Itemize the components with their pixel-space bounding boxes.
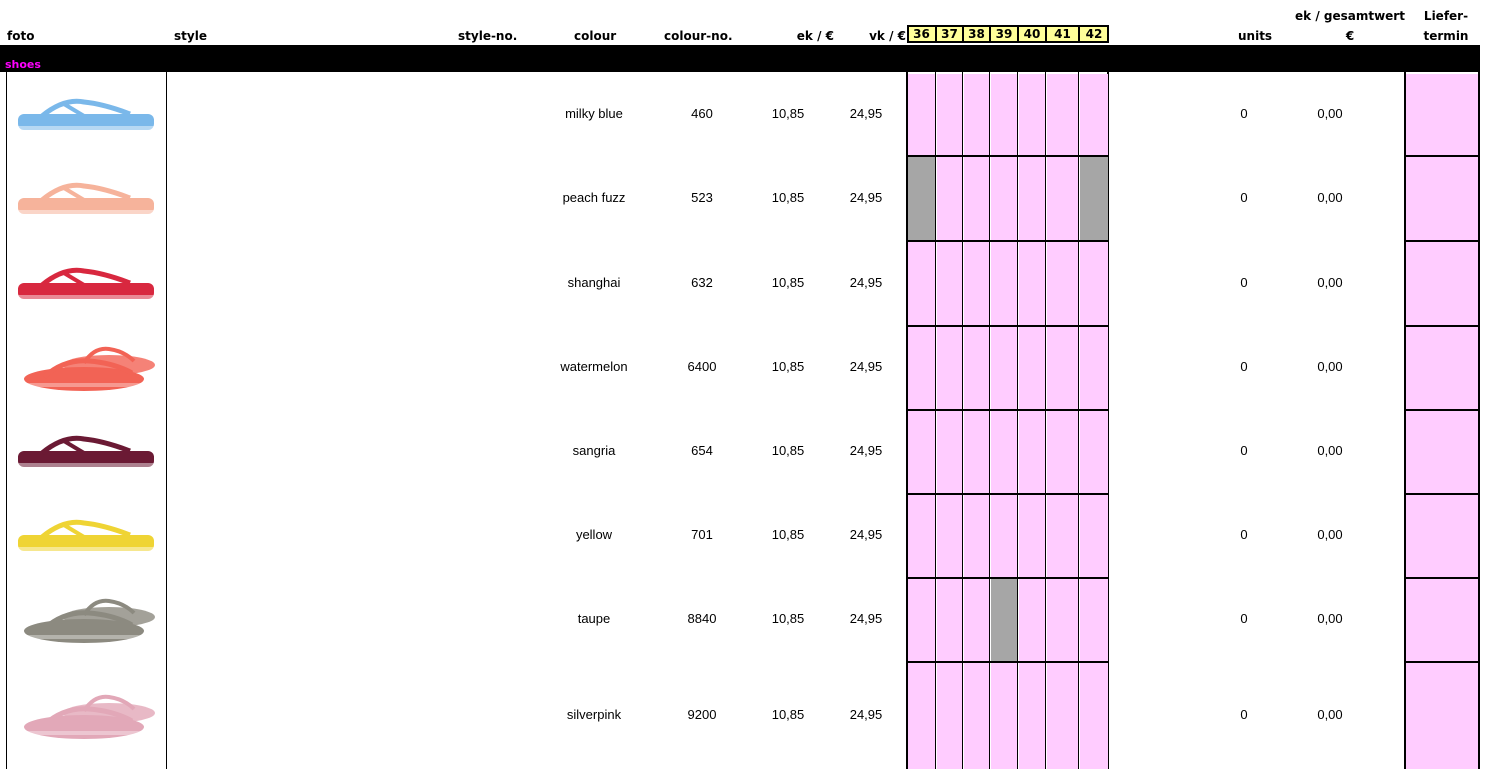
size-cell-37[interactable] — [937, 242, 962, 325]
size-cell-42[interactable] — [1080, 663, 1108, 769]
category-label: shoes — [5, 58, 41, 71]
size-cell-border — [962, 155, 963, 240]
product-photo — [14, 253, 158, 313]
colour-number: 523 — [691, 190, 713, 205]
header-foto: foto — [7, 29, 35, 43]
colour-name: taupe — [577, 611, 611, 626]
size-cell-border — [989, 409, 990, 493]
size-header-37: 37 — [941, 27, 958, 41]
colour-name: sangria — [572, 443, 616, 458]
total-value: 0,00 — [1317, 106, 1343, 121]
size-cell-border — [1045, 661, 1046, 769]
ek-price: 10,85 — [771, 611, 805, 626]
size-cell-border — [935, 325, 936, 409]
colour-name: yellow — [575, 527, 613, 542]
header-ek: ek / € — [796, 29, 834, 43]
colour-name: milky blue — [565, 106, 623, 121]
row-divider-delivery — [1404, 240, 1480, 242]
size-cell-border — [989, 577, 990, 661]
vk-price: 24,95 — [849, 443, 883, 458]
total-value: 0,00 — [1317, 443, 1343, 458]
size-cell-border — [962, 577, 963, 661]
ek-price: 10,85 — [771, 190, 805, 205]
total-value: 0,00 — [1317, 190, 1343, 205]
units-value: 0 — [1240, 611, 1248, 626]
product-photo — [14, 589, 158, 649]
size-cell-40[interactable] — [1019, 157, 1045, 240]
size-header-36: 36 — [913, 27, 930, 41]
size-cell-36[interactable] — [908, 327, 935, 409]
size-cell-38[interactable] — [964, 157, 989, 240]
size-cell-37[interactable] — [937, 579, 962, 661]
size-header-separator — [1078, 25, 1080, 43]
size-cell-41[interactable] — [1047, 663, 1078, 769]
size-cell-41[interactable] — [1047, 495, 1078, 577]
vk-price: 24,95 — [849, 611, 883, 626]
size-cell-37[interactable] — [937, 411, 962, 493]
size-cell-border — [935, 493, 936, 577]
ek-price: 10,85 — [771, 106, 805, 121]
size-cell-border — [935, 577, 936, 661]
header-units: units — [1238, 29, 1273, 43]
units-value: 0 — [1240, 707, 1248, 722]
size-cell-border — [1017, 661, 1018, 769]
delivery-date-cell[interactable] — [1406, 74, 1478, 155]
size-cell-42[interactable] — [1080, 327, 1108, 409]
size-cell-42[interactable] — [1080, 74, 1108, 155]
vk-price: 24,95 — [849, 359, 883, 374]
size-header-separator — [989, 25, 991, 43]
size-cell-40[interactable] — [1019, 327, 1045, 409]
size-cell-42[interactable] — [1080, 495, 1108, 577]
product-photo — [14, 685, 158, 745]
units-value: 0 — [1240, 443, 1248, 458]
delivery-date-cell[interactable] — [1406, 242, 1478, 325]
size-cell-border — [1045, 409, 1046, 493]
size-cell-border — [1017, 72, 1018, 155]
colour-number: 654 — [691, 443, 713, 458]
header-vk: vk / € — [869, 29, 906, 43]
size-cell-border — [1045, 325, 1046, 409]
size-cell-border — [989, 493, 990, 577]
size-cell-40[interactable] — [1019, 74, 1045, 155]
size-cell-border — [1017, 493, 1018, 577]
size-cell-41[interactable] — [1047, 411, 1078, 493]
size-cell-39[interactable] — [991, 411, 1017, 493]
size-cell-36[interactable] — [908, 579, 935, 661]
colour-number: 8840 — [687, 611, 717, 626]
size-cell-border — [989, 155, 990, 240]
size-cell-36[interactable] — [908, 495, 935, 577]
size-cell-38[interactable] — [964, 327, 989, 409]
header-style-no: style-no. — [458, 29, 518, 43]
size-cell-41[interactable] — [1047, 579, 1078, 661]
row-divider-delivery — [1404, 661, 1480, 663]
size-header-separator — [1017, 25, 1019, 43]
delivery-date-cell[interactable] — [1406, 157, 1478, 240]
size-cell-40[interactable] — [1019, 663, 1045, 769]
product-photo — [14, 84, 158, 144]
row-divider-sizes — [906, 493, 1109, 495]
size-cell-37[interactable] — [937, 663, 962, 769]
row-divider-sizes — [906, 661, 1109, 663]
category-band — [0, 45, 1480, 72]
header-gesamtwert-line2: € — [1345, 29, 1355, 43]
size-cell-border — [1078, 72, 1079, 155]
size-cell-border — [962, 240, 963, 325]
size-cell-border — [1017, 325, 1018, 409]
size-header-42: 42 — [1085, 27, 1103, 41]
size-cell-42[interactable] — [1080, 411, 1108, 493]
size-cell-border — [1078, 409, 1079, 493]
size-cell-41[interactable] — [1047, 74, 1078, 155]
header-style: style — [174, 29, 207, 43]
size-cell-border — [935, 72, 936, 155]
size-cell-border — [1045, 577, 1046, 661]
size-cell-border — [935, 409, 936, 493]
total-value: 0,00 — [1317, 611, 1343, 626]
size-cell-border — [1078, 325, 1079, 409]
size-cell-border — [1045, 240, 1046, 325]
vk-price: 24,95 — [849, 106, 883, 121]
colour-name: shanghai — [567, 275, 621, 290]
size-cell-37[interactable] — [937, 495, 962, 577]
row-divider-delivery — [1404, 409, 1480, 411]
header-colour-no: colour-no. — [664, 29, 733, 43]
row-divider-sizes — [906, 409, 1109, 411]
total-value: 0,00 — [1317, 359, 1343, 374]
size-cell-border — [989, 72, 990, 155]
size-cell-40[interactable] — [1019, 411, 1045, 493]
size-cell-36[interactable] — [908, 242, 935, 325]
colour-number: 460 — [691, 106, 713, 121]
size-cell-38[interactable] — [964, 411, 989, 493]
ek-price: 10,85 — [771, 275, 805, 290]
size-cell-38[interactable] — [964, 579, 989, 661]
size-header-39: 39 — [995, 27, 1013, 41]
size-cell-border — [1045, 72, 1046, 155]
product-photo — [14, 337, 158, 397]
size-cell-41[interactable] — [1047, 327, 1078, 409]
colour-name: watermelon — [560, 359, 628, 374]
size-cell-39[interactable] — [991, 495, 1017, 577]
delivery-right-border — [1478, 72, 1480, 769]
header-colour: colour — [574, 29, 617, 43]
size-cell-border — [1078, 155, 1079, 240]
size-cell-36[interactable] — [908, 663, 935, 769]
foto-right-border — [166, 72, 167, 769]
vk-price: 24,95 — [849, 190, 883, 205]
vk-price: 24,95 — [849, 275, 883, 290]
units-value: 0 — [1240, 527, 1248, 542]
delivery-date-cell[interactable] — [1406, 327, 1478, 409]
size-cell-40[interactable] — [1019, 579, 1045, 661]
size-cell-border — [935, 155, 936, 240]
units-value: 0 — [1240, 190, 1248, 205]
size-cell-39[interactable] — [991, 327, 1017, 409]
size-cell-border — [1017, 409, 1018, 493]
total-value: 0,00 — [1317, 707, 1343, 722]
ek-price: 10,85 — [771, 707, 805, 722]
size-header-separator — [962, 25, 964, 43]
ek-price: 10,85 — [771, 359, 805, 374]
foto-left-border — [6, 72, 7, 769]
size-cell-border — [1017, 577, 1018, 661]
size-cell-unavailable — [908, 157, 935, 240]
header-gesamtwert-line1: ek / gesamtwert — [1295, 9, 1405, 23]
size-cell-39[interactable] — [991, 242, 1017, 325]
size-cell-42[interactable] — [1080, 579, 1108, 661]
header-liefer-line2: termin — [1423, 29, 1469, 43]
colour-number: 701 — [691, 527, 713, 542]
size-cell-40[interactable] — [1019, 242, 1045, 325]
size-cell-40[interactable] — [1019, 495, 1045, 577]
size-cell-36[interactable] — [908, 411, 935, 493]
units-value: 0 — [1240, 275, 1248, 290]
colour-number: 632 — [691, 275, 713, 290]
row-divider-sizes — [906, 577, 1109, 579]
header-liefer-line1: Liefer- — [1423, 9, 1469, 23]
size-cell-border — [989, 325, 990, 409]
size-cell-38[interactable] — [964, 242, 989, 325]
vk-price: 24,95 — [849, 527, 883, 542]
size-cell-39[interactable] — [991, 663, 1017, 769]
size-cell-38[interactable] — [964, 74, 989, 155]
delivery-date-cell[interactable] — [1406, 579, 1478, 661]
size-cell-41[interactable] — [1047, 157, 1078, 240]
colour-number: 6400 — [687, 359, 717, 374]
colour-name: peach fuzz — [562, 190, 626, 205]
delivery-date-cell[interactable] — [1406, 495, 1478, 577]
size-cell-border — [1078, 493, 1079, 577]
row-divider-sizes — [906, 325, 1109, 327]
size-cell-border — [1045, 155, 1046, 240]
size-cell-border — [1045, 493, 1046, 577]
row-divider-delivery — [1404, 155, 1480, 157]
size-cell-unavailable — [991, 579, 1017, 661]
size-header-separator — [935, 25, 937, 43]
row-divider-sizes — [906, 155, 1109, 157]
row-divider-delivery — [1404, 493, 1480, 495]
size-cell-39[interactable] — [991, 157, 1017, 240]
product-photo — [14, 505, 158, 565]
size-cell-border — [935, 661, 936, 769]
row-divider-sizes — [906, 240, 1109, 242]
row-divider-delivery — [1404, 325, 1480, 327]
size-cell-41[interactable] — [1047, 242, 1078, 325]
colour-number: 9200 — [687, 707, 717, 722]
size-cell-37[interactable] — [937, 157, 962, 240]
size-header-separator — [1045, 25, 1047, 43]
size-header-41: 41 — [1054, 27, 1071, 41]
units-value: 0 — [1240, 106, 1248, 121]
size-cell-border — [962, 661, 963, 769]
size-cell-38[interactable] — [964, 495, 989, 577]
total-value: 0,00 — [1317, 527, 1343, 542]
size-cell-border — [1078, 240, 1079, 325]
size-header-38: 38 — [968, 27, 985, 41]
size-cell-border — [962, 325, 963, 409]
size-header-40: 40 — [1023, 27, 1041, 41]
product-photo — [14, 168, 158, 228]
size-cell-border — [1017, 240, 1018, 325]
size-cell-39[interactable] — [991, 74, 1017, 155]
size-cell-border — [1017, 155, 1018, 240]
size-cell-37[interactable] — [937, 327, 962, 409]
vk-price: 24,95 — [849, 707, 883, 722]
size-cell-37[interactable] — [937, 74, 962, 155]
size-cell-42[interactable] — [1080, 242, 1108, 325]
size-cell-border — [1078, 577, 1079, 661]
size-cell-border — [935, 240, 936, 325]
units-value: 0 — [1240, 359, 1248, 374]
size-cell-border — [989, 661, 990, 769]
size-cell-border — [989, 240, 990, 325]
delivery-date-cell[interactable] — [1406, 663, 1478, 769]
colour-name: silverpink — [566, 707, 622, 722]
size-cell-38[interactable] — [964, 663, 989, 769]
ek-price: 10,85 — [771, 443, 805, 458]
size-cell-unavailable — [1080, 157, 1108, 240]
size-cell-border — [1078, 661, 1079, 769]
size-cell-border — [962, 72, 963, 155]
ek-price: 10,85 — [771, 527, 805, 542]
row-divider-delivery — [1404, 577, 1480, 579]
size-cell-36[interactable] — [908, 74, 935, 155]
delivery-date-cell[interactable] — [1406, 411, 1478, 493]
product-photo — [14, 421, 158, 481]
size-cell-border — [962, 409, 963, 493]
total-value: 0,00 — [1317, 275, 1343, 290]
size-cell-border — [962, 493, 963, 577]
